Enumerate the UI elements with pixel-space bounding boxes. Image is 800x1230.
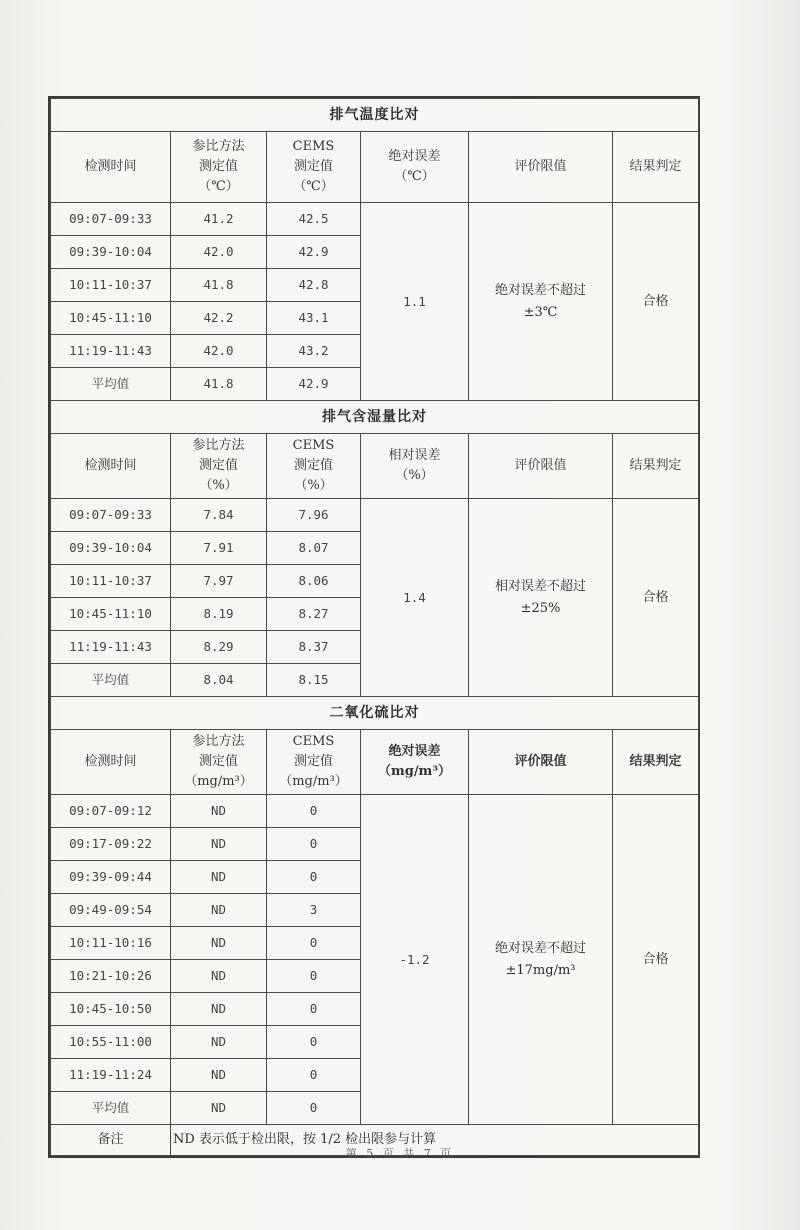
cell-cems-value: 8.06 [267, 565, 361, 598]
cell-time: 平均值 [51, 664, 171, 697]
section-title-row [51, 401, 699, 434]
cell-cems-value: 3 [267, 894, 361, 927]
cell-time: 11:19-11:43 [51, 335, 171, 368]
cell-reference-value: 7.91 [171, 532, 267, 565]
cell-cems-value: 8.15 [267, 664, 361, 697]
cell-cems-value: 0 [267, 828, 361, 861]
header-result: 结果判定 [613, 132, 699, 203]
cell-time: 平均值 [51, 368, 171, 401]
cell-reference-value: ND [171, 927, 267, 960]
cell-cems-value: 42.9 [267, 368, 361, 401]
cell-result: 合格 [613, 795, 699, 1125]
cell-cems-value: 43.2 [267, 335, 361, 368]
cell-reference-value: ND [171, 1026, 267, 1059]
cell-cems-value: 0 [267, 1059, 361, 1092]
cell-time: 09:07-09:33 [51, 203, 171, 236]
cell-result: 合格 [613, 499, 699, 697]
cell-cems-value: 0 [267, 795, 361, 828]
cell-reference-value: 42.2 [171, 302, 267, 335]
cell-error-value: 1.4 [361, 499, 469, 697]
note-text: ND 表示低于检出限，按 1/2 检出限参与计算 [171, 1125, 699, 1156]
section-title-row [51, 697, 699, 730]
cell-time: 09:49-09:54 [51, 894, 171, 927]
cell-cems-value: 8.07 [267, 532, 361, 565]
cell-time: 10:11-10:37 [51, 565, 171, 598]
cell-cems-value: 8.27 [267, 598, 361, 631]
cell-error-value: -1.2 [361, 795, 469, 1125]
cell-time: 10:45-11:10 [51, 302, 171, 335]
cell-cems-value: 42.5 [267, 203, 361, 236]
cell-time: 11:19-11:24 [51, 1059, 171, 1092]
cell-cems-value: 0 [267, 960, 361, 993]
header-result: 结果判定 [613, 434, 699, 499]
cell-cems-value: 0 [267, 927, 361, 960]
cell-reference-value: ND [171, 861, 267, 894]
cell-reference-value: 41.2 [171, 203, 267, 236]
cell-time: 09:39-09:44 [51, 861, 171, 894]
cell-time: 10:45-11:10 [51, 598, 171, 631]
header-limit: 评价限值 [469, 132, 613, 203]
header-cems: CEMS 测定值 （℃） [267, 132, 361, 203]
cell-reference-value: 41.8 [171, 368, 267, 401]
cell-time: 10:45-10:50 [51, 993, 171, 1026]
cell-cems-value: 42.8 [267, 269, 361, 302]
cell-reference-value: 41.8 [171, 269, 267, 302]
header-time: 检测时间 [51, 132, 171, 203]
cell-reference-value: ND [171, 828, 267, 861]
cell-time: 09:07-09:12 [51, 795, 171, 828]
cell-cems-value: 43.1 [267, 302, 361, 335]
cell-cems-value: 0 [267, 1092, 361, 1125]
page-number-footer: 第 5 页 共 7 页 [345, 1147, 455, 1160]
cell-reference-value: ND [171, 960, 267, 993]
cell-time: 09:17-09:22 [51, 828, 171, 861]
note-label: 备注 [51, 1125, 171, 1156]
table-row [51, 795, 699, 828]
cell-reference-value: ND [171, 1059, 267, 1092]
cell-cems-value: 0 [267, 993, 361, 1026]
section-title: 排气温度比对 [51, 99, 699, 132]
table-row [51, 203, 699, 236]
header-time: 检测时间 [51, 434, 171, 499]
cell-cems-value: 0 [267, 1026, 361, 1059]
cell-time: 10:21-10:26 [51, 960, 171, 993]
header-result: 结果判定 [613, 730, 699, 795]
header-ref: 参比方法 测定值 （%） [171, 434, 267, 499]
cell-cems-value: 7.96 [267, 499, 361, 532]
cell-time: 09:39-10:04 [51, 532, 171, 565]
section-title: 排气含湿量比对 [51, 401, 699, 434]
section-header-row [51, 434, 699, 499]
header-limit: 评价限值 [469, 434, 613, 499]
cell-time: 11:19-11:43 [51, 631, 171, 664]
comparison-table [50, 98, 699, 1156]
cell-limit: 绝对误差不超过 ±17mg/m³ [469, 795, 613, 1125]
section-header-row [51, 730, 699, 795]
section-header-row [51, 132, 699, 203]
cell-reference-value: ND [171, 993, 267, 1026]
cell-reference-value: 8.04 [171, 664, 267, 697]
cell-limit: 绝对误差不超过 ±3℃ [469, 203, 613, 401]
header-ref: 参比方法 测定值 （mg/m³） [171, 730, 267, 795]
cell-time: 10:11-10:16 [51, 927, 171, 960]
cell-cems-value: 0 [267, 861, 361, 894]
section-title: 二氧化硫比对 [51, 697, 699, 730]
cell-reference-value: ND [171, 894, 267, 927]
cell-reference-value: 8.29 [171, 631, 267, 664]
cell-reference-value: 7.84 [171, 499, 267, 532]
table-row [51, 499, 699, 532]
cell-reference-value: 42.0 [171, 335, 267, 368]
cell-cems-value: 8.37 [267, 631, 361, 664]
cell-error-value: 1.1 [361, 203, 469, 401]
header-error: 绝对误差 （℃） [361, 132, 469, 203]
section-title-row [51, 99, 699, 132]
cell-time: 10:55-11:00 [51, 1026, 171, 1059]
cell-cems-value: 42.9 [267, 236, 361, 269]
header-error: 相对误差 （%） [361, 434, 469, 499]
cell-result: 合格 [613, 203, 699, 401]
comparison-report [48, 96, 700, 1158]
cell-time: 09:39-10:04 [51, 236, 171, 269]
cell-time: 09:07-09:33 [51, 499, 171, 532]
cell-time: 10:11-10:37 [51, 269, 171, 302]
cell-reference-value: ND [171, 795, 267, 828]
header-limit: 评价限值 [469, 730, 613, 795]
cell-limit: 相对误差不超过 ±25% [469, 499, 613, 697]
cell-reference-value: 8.19 [171, 598, 267, 631]
header-cems: CEMS 测定值 （mg/m³） [267, 730, 361, 795]
cell-reference-value: 7.97 [171, 565, 267, 598]
cell-reference-value: ND [171, 1092, 267, 1125]
cell-reference-value: 42.0 [171, 236, 267, 269]
header-cems: CEMS 测定值 （%） [267, 434, 361, 499]
cell-time: 平均值 [51, 1092, 171, 1125]
header-time: 检测时间 [51, 730, 171, 795]
header-ref: 参比方法 测定值 （℃） [171, 132, 267, 203]
header-error: 绝对误差 （mg/m³） [361, 730, 469, 795]
